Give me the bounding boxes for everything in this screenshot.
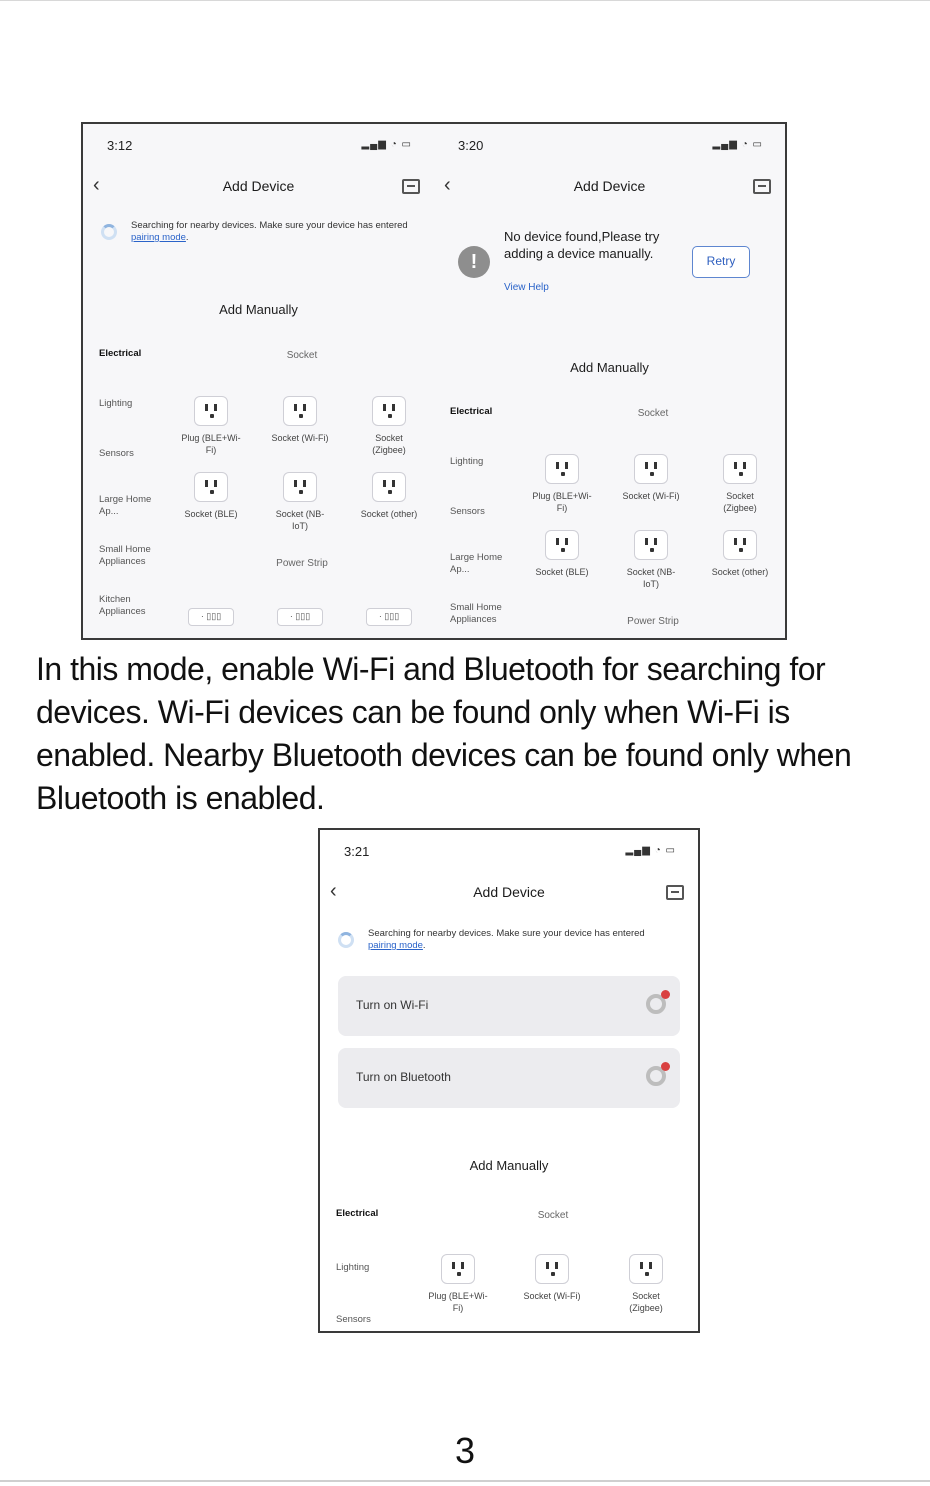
category-small-home[interactable]: Small Home Appliances xyxy=(450,602,502,625)
socket-icon xyxy=(283,472,317,502)
status-bar xyxy=(434,138,785,154)
scan-icon[interactable] xyxy=(753,179,771,194)
status-bar xyxy=(320,844,698,860)
turn-on-bluetooth-label: Turn on Bluetooth xyxy=(356,1070,451,1084)
device-socket-zigbee[interactable]: Socket (Zigbee) xyxy=(359,396,419,456)
turn-on-bluetooth-card[interactable] xyxy=(338,1048,680,1108)
category-sensors[interactable]: Sensors xyxy=(99,448,134,459)
socket-icon xyxy=(283,396,317,426)
group-socket-label: Socket xyxy=(637,408,669,419)
device-socket-other[interactable]: Socket (other) xyxy=(710,530,770,578)
power-strip-icon[interactable]: · ▯▯▯ xyxy=(188,608,234,626)
group-socket-label: Socket xyxy=(286,350,318,361)
device-plug-ble-wifi[interactable]: Plug (BLE+Wi-Fi) xyxy=(532,454,592,514)
device-socket-wifi[interactable]: Socket (Wi-Fi) xyxy=(621,454,681,502)
category-electrical[interactable]: Electrical xyxy=(99,348,142,359)
back-chevron-icon[interactable]: ‹ xyxy=(330,880,337,902)
group-socket-label: Socket xyxy=(537,1210,569,1221)
category-electrical[interactable]: Electrical xyxy=(336,1208,379,1219)
back-chevron-icon[interactable]: ‹ xyxy=(444,174,451,196)
device-socket-nbiot[interactable]: Socket (NB-IoT) xyxy=(621,530,681,590)
device-socket-ble[interactable]: Socket (BLE) xyxy=(532,530,592,578)
group-power-strip-label: Power Strip xyxy=(627,616,679,627)
category-lighting[interactable]: Lighting xyxy=(99,398,133,409)
searching-message: Searching for nearby devices. Make sure your device has entered pairing mode. xyxy=(368,928,645,951)
category-small-home[interactable]: Small Home Appliances xyxy=(99,544,151,567)
category-electrical[interactable]: Electrical xyxy=(450,406,493,417)
phone-screen-enable-radios xyxy=(320,830,698,1331)
exclamation-icon: ! xyxy=(458,246,490,278)
phone-screen-no-device xyxy=(434,124,785,638)
device-plug-ble-wifi[interactable]: Plug (BLE+Wi-Fi) xyxy=(181,396,241,456)
bottom-rule xyxy=(0,1480,930,1482)
pairing-mode-link[interactable]: pairing mode xyxy=(368,940,423,951)
nav-bar xyxy=(434,176,785,198)
status-bar xyxy=(83,138,434,154)
socket-icon xyxy=(441,1254,475,1284)
status-icons: ▂▄▆ ◔ ▭ xyxy=(625,845,676,856)
status-icons: ▂▄▆ ◔ ▭ xyxy=(712,139,763,150)
socket-icon xyxy=(545,530,579,560)
turn-on-wifi-card[interactable] xyxy=(338,976,680,1036)
category-kitchen[interactable]: Kitchen Appliances xyxy=(99,594,146,617)
device-socket-wifi[interactable]: Socket (Wi-Fi) xyxy=(270,396,330,444)
add-manually-heading: Add Manually xyxy=(570,360,649,375)
loading-spinner-icon xyxy=(101,224,117,240)
socket-icon xyxy=(634,530,668,560)
socket-icon xyxy=(545,454,579,484)
scan-icon[interactable] xyxy=(666,885,684,900)
pairing-mode-link[interactable]: pairing mode xyxy=(131,232,186,243)
screen-title: Add Device xyxy=(222,178,295,194)
status-icons: ▂▄▆ ◔ ▭ xyxy=(361,139,412,150)
category-large-home[interactable]: Large Home Ap... xyxy=(99,494,152,517)
socket-icon xyxy=(194,472,228,502)
screen-title: Add Device xyxy=(473,884,545,900)
searching-notice xyxy=(338,928,645,958)
category-sensors[interactable]: Sensors xyxy=(336,1314,371,1325)
scan-icon[interactable] xyxy=(402,179,420,194)
device-socket-zigbee[interactable]: Socket (Zigbee) xyxy=(616,1254,676,1314)
retry-button[interactable]: Retry xyxy=(692,246,750,278)
category-large-home[interactable]: Large Home Ap... xyxy=(450,552,503,575)
searching-message: Searching for nearby devices. Make sure your device has entered pairing mode. xyxy=(131,220,408,243)
status-time: 3:20 xyxy=(458,138,484,153)
wifi-alert-icon xyxy=(646,994,666,1014)
device-socket-nbiot[interactable]: Socket (NB-IoT) xyxy=(270,472,330,532)
bottom-screenshot-frame xyxy=(318,828,700,1333)
no-device-message: No device found,Please try adding a device manually. xyxy=(504,229,660,261)
top-screenshot-frame xyxy=(81,122,787,640)
screen-title: Add Device xyxy=(573,178,646,194)
socket-icon xyxy=(372,396,406,426)
status-time: 3:21 xyxy=(344,844,370,859)
nav-bar xyxy=(320,882,698,904)
socket-icon xyxy=(723,454,757,484)
socket-icon xyxy=(634,454,668,484)
power-strip-icon[interactable]: · ▯▯▯ xyxy=(366,608,412,626)
device-socket-zigbee[interactable]: Socket (Zigbee) xyxy=(710,454,770,514)
category-lighting[interactable]: Lighting xyxy=(336,1262,370,1273)
device-plug-ble-wifi[interactable]: Plug (BLE+Wi-Fi) xyxy=(428,1254,488,1314)
bluetooth-alert-icon xyxy=(646,1066,666,1086)
device-socket-ble[interactable]: Socket (BLE) xyxy=(181,472,241,520)
socket-icon xyxy=(372,472,406,502)
top-rule xyxy=(0,0,930,1)
back-chevron-icon[interactable]: ‹ xyxy=(93,174,100,196)
loading-spinner-icon xyxy=(338,932,354,948)
view-help-link[interactable]: View Help xyxy=(504,282,549,293)
socket-icon xyxy=(629,1254,663,1284)
nav-bar xyxy=(83,176,434,198)
body-paragraph: In this mode, enable Wi-Fi and Bluetooth for searching for devices. Wi-Fi devices can be found only when Wi-Fi is enabled. Nearby Bluetooth devices can be found only when Bluetooth is enabled. xyxy=(36,651,852,816)
power-strip-icon[interactable]: · ▯▯▯ xyxy=(277,608,323,626)
turn-on-wifi-label: Turn on Wi-Fi xyxy=(356,998,429,1012)
phone-screen-searching xyxy=(83,124,434,638)
add-manually-heading: Add Manually xyxy=(219,302,298,317)
page-number: 3 xyxy=(454,1430,476,1471)
category-sensors[interactable]: Sensors xyxy=(450,506,485,517)
device-socket-wifi[interactable]: Socket (Wi-Fi) xyxy=(522,1254,582,1302)
status-time: 3:12 xyxy=(107,138,133,153)
device-socket-other[interactable]: Socket (other) xyxy=(359,472,419,520)
socket-icon xyxy=(535,1254,569,1284)
socket-icon xyxy=(723,530,757,560)
group-power-strip-label: Power Strip xyxy=(276,558,328,569)
searching-notice xyxy=(101,220,408,250)
add-manually-heading: Add Manually xyxy=(469,1158,549,1173)
category-lighting[interactable]: Lighting xyxy=(450,456,484,467)
socket-icon xyxy=(194,396,228,426)
